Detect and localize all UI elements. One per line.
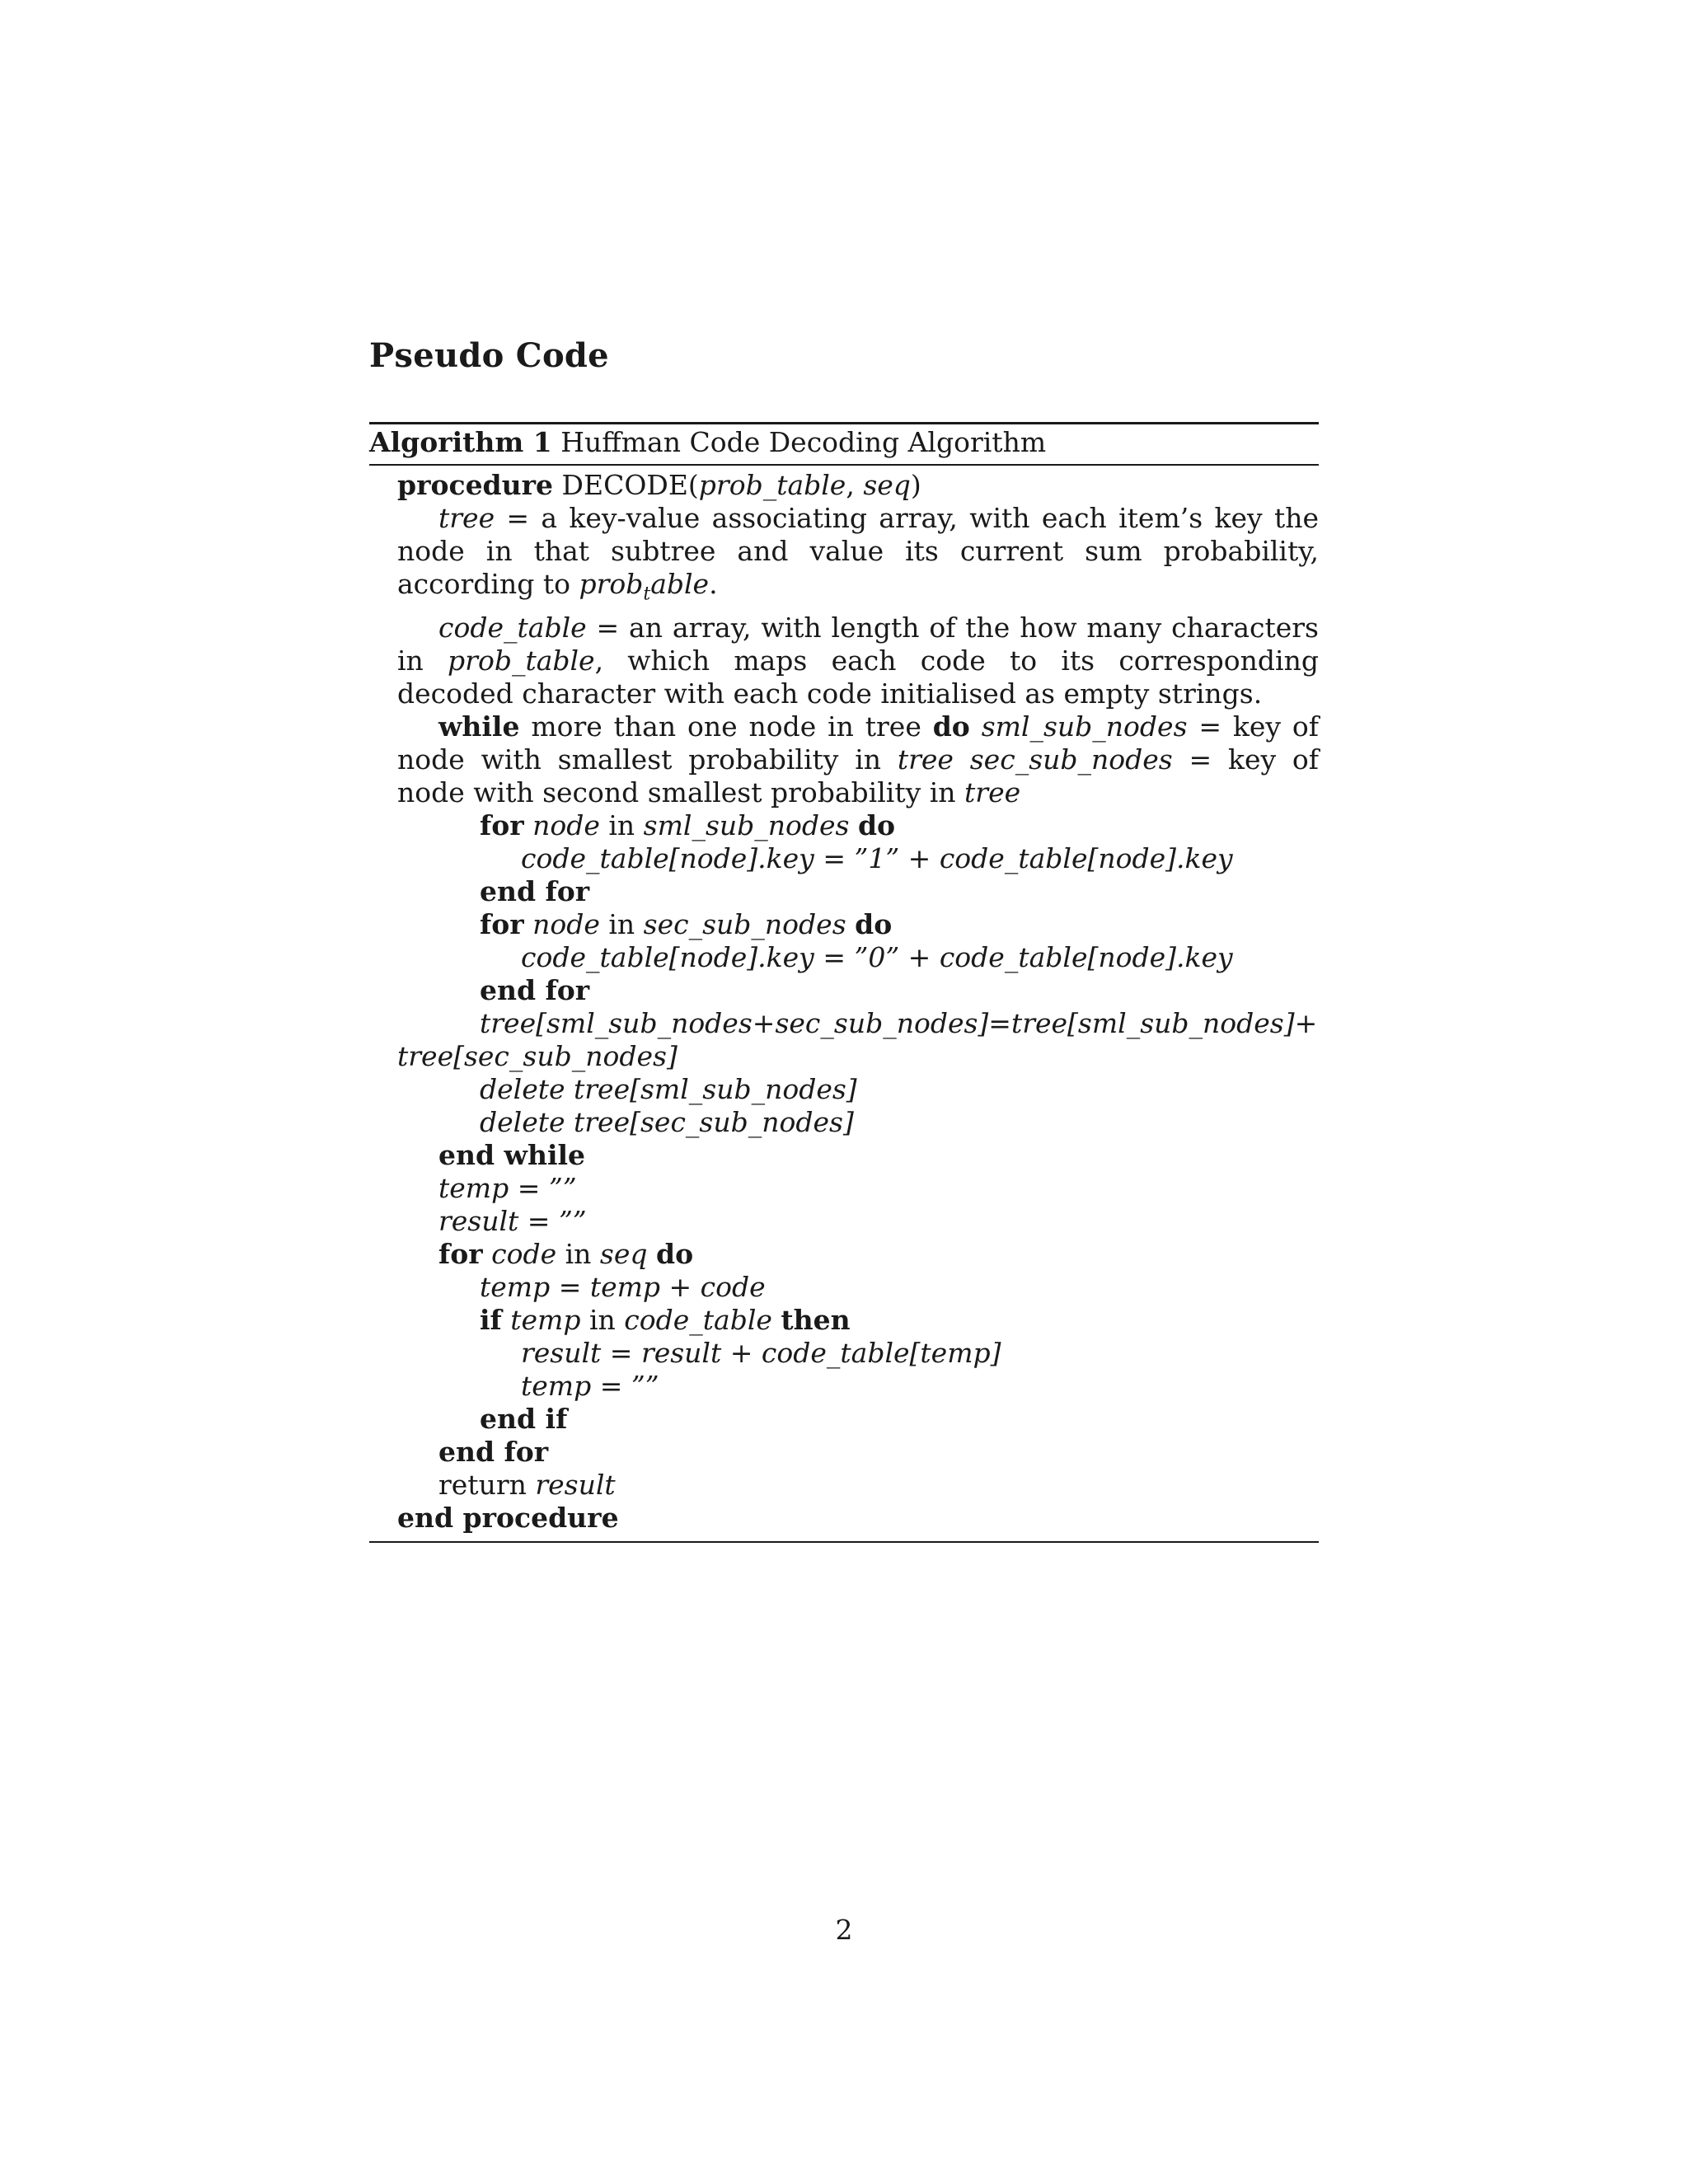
end-for-line	[397, 974, 1319, 1007]
tree-ref-2: tree	[964, 776, 1021, 808]
do-keyword: do	[932, 710, 970, 743]
code-table-var: code_table	[438, 611, 587, 644]
while-description-b: = key of node with second smallest probability in	[397, 743, 1320, 808]
result-update-line	[397, 1337, 1319, 1370]
while-condition: more than one node in tree	[519, 710, 933, 743]
merge-term-b: sec_sub_nodes]	[775, 1006, 989, 1039]
prob-table-ref-sub: t	[643, 583, 651, 605]
in-word: in	[556, 1237, 600, 1270]
delete-sec: delete tree[sec_sub_nodes]	[480, 1105, 854, 1138]
algorithm-title: Huffman Code Decoding Algorithm	[560, 426, 1047, 458]
tree-definition	[397, 502, 1319, 612]
assign-one: code_table[node].key = ”1” + code_table[node].key	[521, 841, 1233, 874]
algorithm-block	[369, 422, 1319, 1543]
end-if-keyword: end if	[480, 1402, 568, 1435]
result-update: result = result + code_table[temp]	[521, 1336, 1001, 1369]
in-word: in	[599, 907, 644, 940]
seq-var: seq	[599, 1237, 648, 1270]
tree-ref: tree	[897, 743, 954, 776]
end-for-keyword: end for	[438, 1435, 549, 1468]
while-description-a: = key of node with smallest probability in	[397, 710, 1319, 776]
delete-sml: delete tree[sml_sub_nodes]	[480, 1072, 857, 1105]
assign-zero: code_table[node].key = ”0” + code_table[node].key	[521, 940, 1233, 973]
end-for-keyword: end for	[480, 973, 590, 1006]
assign-one-line	[397, 842, 1319, 875]
end-procedure-line	[397, 1502, 1319, 1535]
while-header	[397, 710, 1319, 809]
merge-term-a: tree[sml_sub_nodes	[480, 1006, 753, 1039]
end-for-keyword: end for	[480, 874, 590, 907]
procedure-line	[397, 469, 1319, 502]
merge-plus: +	[752, 1006, 776, 1039]
node-var: node	[532, 907, 600, 940]
if-keyword: if	[480, 1303, 502, 1336]
code-table-definition	[397, 612, 1319, 710]
prob-table-ref-b: able	[650, 568, 710, 600]
do-keyword: do	[855, 907, 893, 940]
code-table-ref: code_table	[624, 1303, 772, 1336]
return-line	[397, 1469, 1319, 1502]
do-keyword: do	[857, 808, 896, 841]
for-keyword: for	[480, 808, 524, 841]
sec-sub-nodes-var: sec_sub_nodes	[969, 743, 1173, 776]
prob-table-ref: prob_table	[448, 644, 595, 677]
while-keyword: while	[438, 710, 520, 743]
for-code-header	[397, 1238, 1319, 1271]
end-procedure-keyword: end procedure	[397, 1501, 619, 1534]
end-for-line	[397, 1436, 1319, 1469]
temp-init: temp = ””	[438, 1171, 577, 1204]
merge-term-c: tree[sml_sub_nodes]	[1010, 1006, 1295, 1039]
page-number: 2	[835, 1914, 853, 1946]
tree-var: tree	[438, 502, 495, 534]
end-if-line	[397, 1403, 1319, 1436]
paren-open: (	[687, 469, 699, 501]
arg-seq: seq	[863, 469, 911, 501]
bottom-rule	[369, 1541, 1319, 1543]
for-sec-header	[397, 908, 1319, 941]
sml-sub-nodes-ref: sml_sub_nodes	[643, 808, 850, 841]
arg-prob-table: prob_table	[698, 469, 846, 501]
temp-update: temp = temp + code	[480, 1270, 766, 1303]
section-title: Pseudo Code	[369, 336, 609, 375]
merge-equals: =	[988, 1006, 1011, 1039]
sml-sub-nodes-var: sml_sub_nodes	[981, 710, 1188, 743]
temp-init-line	[397, 1172, 1319, 1205]
result-init-line	[397, 1205, 1319, 1238]
code-table-description-b: , which maps each code to its corresponding decoded character with each code initialised as empty strings.	[397, 644, 1319, 710]
in-word: in	[599, 808, 644, 841]
assign-zero-line	[397, 941, 1319, 974]
procedure-name: DECODE	[561, 469, 688, 501]
algorithm-caption	[369, 424, 1319, 459]
end-while-line	[397, 1139, 1319, 1172]
for-keyword: for	[438, 1237, 483, 1270]
node-var: node	[532, 808, 600, 841]
code-var: code	[491, 1237, 557, 1270]
temp-reset: temp = ””	[521, 1369, 659, 1402]
temp-reset-line	[397, 1370, 1319, 1403]
code-table-description-a: = an array, with length of the how many characters in	[397, 611, 1319, 677]
tree-period: .	[709, 568, 718, 600]
result-init: result = ””	[438, 1204, 587, 1237]
sec-sub-nodes-ref: sec_sub_nodes	[643, 907, 846, 940]
if-header	[397, 1304, 1319, 1337]
end-while-keyword: end while	[438, 1138, 586, 1171]
for-sml-header	[397, 809, 1319, 842]
temp-update-line	[397, 1271, 1319, 1304]
for-keyword: for	[480, 907, 524, 940]
delete-line-2	[397, 1106, 1319, 1139]
paren-close: )	[910, 469, 921, 501]
delete-line-1	[397, 1073, 1319, 1106]
merge-continuation	[397, 1040, 1319, 1073]
tree-description: = a key-value associating array, with each item’s key the node in that subtree and value its current sum probability, according to	[397, 502, 1319, 600]
algorithm-body	[369, 466, 1319, 1535]
then-keyword: then	[781, 1303, 851, 1336]
merge-term-d: tree[sec_sub_nodes]	[397, 1039, 678, 1072]
merge-plus-2: +	[1294, 1006, 1318, 1039]
arg-comma: ,	[846, 469, 864, 501]
end-for-line	[397, 875, 1319, 908]
prob-table-ref-a: prob	[579, 568, 644, 600]
algorithm-label: Algorithm 1	[369, 426, 552, 458]
procedure-keyword: procedure	[397, 469, 554, 501]
in-word: in	[580, 1303, 625, 1336]
do-keyword: do	[656, 1237, 694, 1270]
return-word: return	[438, 1468, 536, 1501]
temp-var: temp	[510, 1303, 581, 1336]
result-var: result	[535, 1468, 616, 1501]
merge-line	[397, 1007, 1319, 1040]
